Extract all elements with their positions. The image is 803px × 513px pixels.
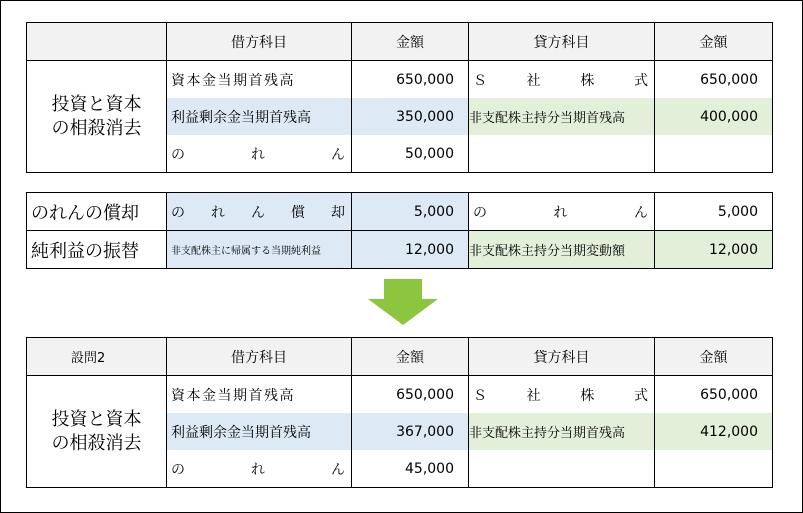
credit-amount: 412,000 xyxy=(655,413,773,450)
entry-category: 投資と資本の相殺消去 xyxy=(27,61,167,173)
table-row xyxy=(27,376,773,414)
down-arrow-icon xyxy=(368,279,438,325)
credit-account xyxy=(469,135,655,173)
debit-account-spread: の れ ん xyxy=(171,146,345,163)
credit-amount: 650,000 xyxy=(655,376,773,414)
credit-account-spread: Ｓ 社 株 式 xyxy=(473,72,648,89)
debit-account xyxy=(167,193,352,231)
debit-account: 利益剰余金当期首残高 xyxy=(167,413,352,450)
debit-account: 資本金当期首残高 xyxy=(167,376,352,414)
credit-amount xyxy=(655,450,773,488)
credit-amount xyxy=(655,135,773,173)
entry-category: 純利益の振替 xyxy=(27,231,167,269)
journal-table-1 xyxy=(26,22,773,173)
table-header-row xyxy=(27,23,773,61)
header-credit-amount: 金額 xyxy=(655,23,773,61)
credit-account-spread: Ｓ 社 株 式 xyxy=(473,387,648,404)
entry-category: のれんの償却 xyxy=(27,193,167,231)
debit-amount: 350,000 xyxy=(352,98,469,135)
table-header-row xyxy=(27,338,773,376)
debit-amount: 12,000 xyxy=(352,231,469,269)
table-row xyxy=(27,231,773,269)
debit-account: 利益剰余金当期首残高 xyxy=(167,98,352,135)
entry-category: 投資と資本の相殺消去 xyxy=(27,376,167,488)
credit-amount: 12,000 xyxy=(655,231,773,269)
header-debit-amount: 金額 xyxy=(352,23,469,61)
credit-amount: 400,000 xyxy=(655,98,773,135)
credit-account: 非支配株主持分当期変動額 xyxy=(469,231,655,269)
header-credit-account: 貸方科目 xyxy=(469,23,655,61)
debit-account xyxy=(167,450,352,488)
debit-amount: 45,000 xyxy=(352,450,469,488)
credit-account xyxy=(469,61,655,99)
debit-amount: 5,000 xyxy=(352,193,469,231)
header-debit-account: 借方科目 xyxy=(167,338,352,376)
header-credit-amount: 金額 xyxy=(655,338,773,376)
header-credit-account: 貸方科目 xyxy=(469,338,655,376)
table-row xyxy=(27,61,773,99)
debit-account-spread: の れ ん xyxy=(171,461,345,478)
header-debit-account: 借方科目 xyxy=(167,23,352,61)
debit-amount: 650,000 xyxy=(352,376,469,414)
debit-account: 非支配株主に帰属する当期純利益 xyxy=(167,231,352,269)
credit-amount: 5,000 xyxy=(655,193,773,231)
credit-account: 非支配株主持分当期首残高 xyxy=(469,413,655,450)
credit-account xyxy=(469,193,655,231)
header-debit-amount: 金額 xyxy=(352,338,469,376)
debit-amount: 367,000 xyxy=(352,413,469,450)
journal-table-3 xyxy=(26,337,773,488)
table-row xyxy=(27,193,773,231)
debit-account xyxy=(167,135,352,173)
debit-amount: 650,000 xyxy=(352,61,469,99)
journal-table-2 xyxy=(26,192,773,269)
credit-account-spread: の れ ん xyxy=(473,204,648,221)
header-question: 設問2 xyxy=(27,338,167,376)
debit-amount: 50,000 xyxy=(352,135,469,173)
credit-account: 非支配株主持分当期首残高 xyxy=(469,98,655,135)
credit-amount: 650,000 xyxy=(655,61,773,99)
debit-account-spread: の れ ん 償 却 xyxy=(171,204,345,221)
credit-account xyxy=(469,376,655,414)
header-blank xyxy=(27,23,167,61)
credit-account xyxy=(469,450,655,488)
debit-account: 資本金当期首残高 xyxy=(167,61,352,99)
